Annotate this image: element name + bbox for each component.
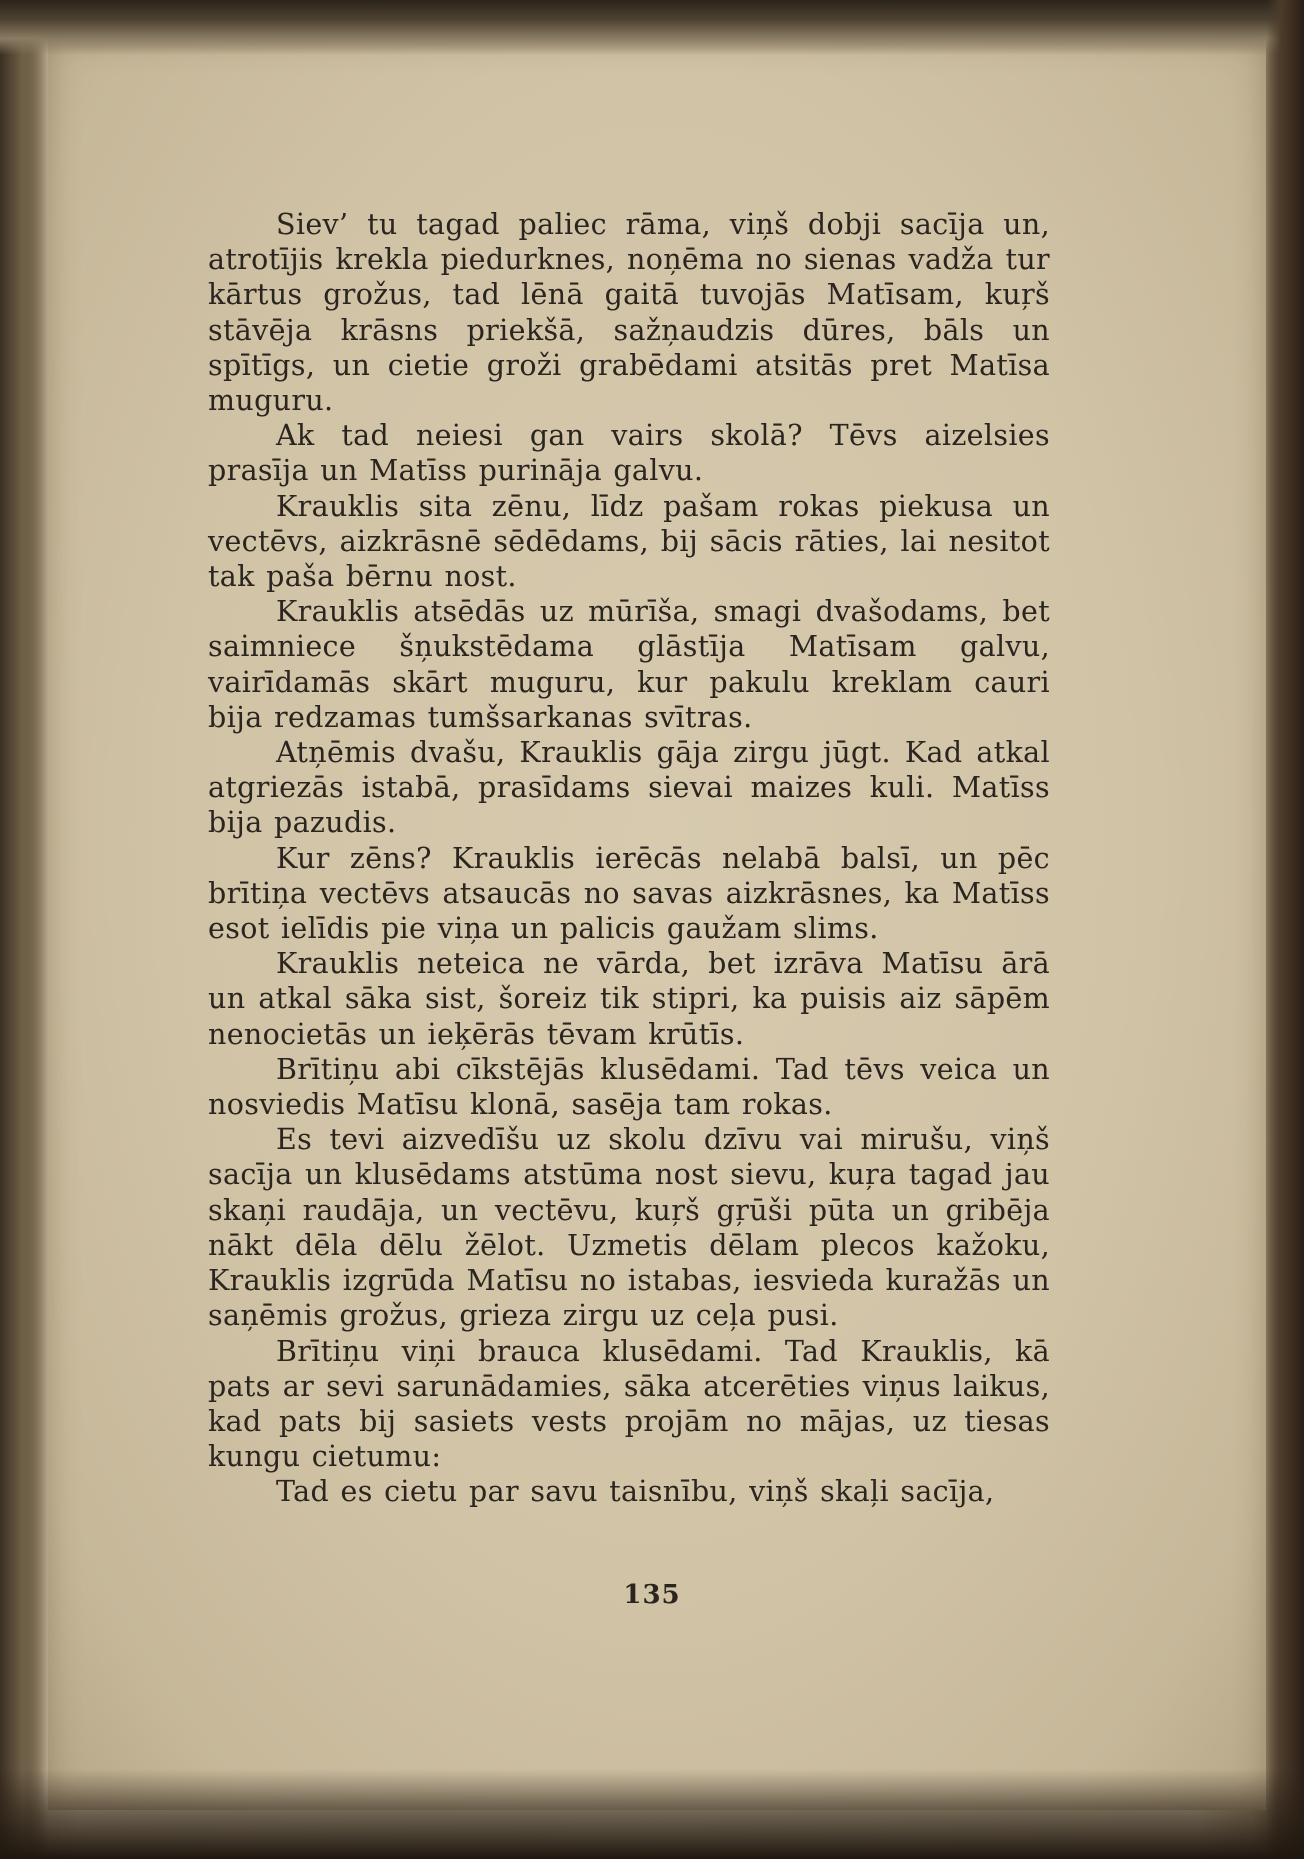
paragraph: Es tevi aizvedīšu uz skolu dzīvu vai mirušu, viņš sacīja un klusēdams atstūma nost sievu, kuŗa tagad jau skaņi raudāja, un vectēvu, kuŗš gŗūši pūta un gribēja nākt dēla dēlu žēlot. Uzmetis dēlam plecos kažoku, Krauklis izgrūda Matīsu no istabas, iesvieda kuražās un saņēmis grožus, grieza zirgu uz ceļa pusi. <box>208 1123 1050 1333</box>
paragraph: Krauklis sita zēnu, līdz pašam rokas piekusa un vectēvs, aizkrāsnē sēdēdams, bij sācis rāties, lai nesitot tak paša bērnu nost. <box>208 489 1050 594</box>
top-page-edge <box>0 0 1304 55</box>
bottom-shadow <box>0 1769 1304 1859</box>
paragraph: Brītiņu viņi brauca klusēdami. Tad Krauklis, kā pats ar sevi sarunādamies, sāka atcerēties viņus laikus, kad pats bij sasiets vests projām no mājas, uz tiesas kungu cietumu: <box>208 1334 1050 1474</box>
paragraph: Ak tad neiesi gan vairs skolā? Tēvs aizelsies prasīja un Matīss purināja galvu. <box>208 419 1050 488</box>
page-number: 135 <box>623 1580 681 1610</box>
paragraph: Brītiņu abi cīkstējās klusēdami. Tad tēvs veica un nosviedis Matīsu klonā, sasēja tam rokas. <box>208 1052 1050 1122</box>
body-text <box>208 207 1050 1510</box>
paragraph: Atņēmis dvašu, Krauklis gāja zirgu jūgt. Kad atkal atgriezās istabā, prasīdams sievai maizes kuli. Matīss bija pazudis. <box>208 736 1050 840</box>
paragraph: Krauklis atsēdās uz mūrīša, smagi dvašodams, bet saimniece šņukstēdama glāstīja Matīsam galvu, vairīdamās skārt muguru, kur pakulu kreklam cauri bija redzamas tumšsarkanas svītras. <box>208 595 1050 734</box>
paragraph: Tad es cietu par savu taisnību, viņš skaļi sacīja, <box>276 1475 995 1509</box>
paragraph: Siev’ tu tagad paliec rāma, viņš dobji sacīja un, atrotījis krekla piedurknes, noņēma no sienas vadža tur kārtus grožus, tad lēnā gaitā tuvojās Matīsam, kuŗš stāvēja krāsns priekšā, sažņaudzis dūres, bāls un spītīgs, un cietie groži grabēdami atsitās pret Matīsa muguru. <box>208 208 1050 418</box>
paragraph: Krauklis neteica ne vārda, bet izrāva Matīsu ārā un atkal sāka sist, šoreiz tik stipri, ka puisis aiz sāpēm nenocietās un ieķērās tēvam krūtīs. <box>208 947 1050 1051</box>
paragraph: Kur zēns? Krauklis ierēcās nelabā balsī, un pēc brītiņa vectēvs atsaucās no savas aizkrāsnes, ka Matīss esot ielīdis pie viņa un palicis gaužam slims. <box>208 841 1050 946</box>
